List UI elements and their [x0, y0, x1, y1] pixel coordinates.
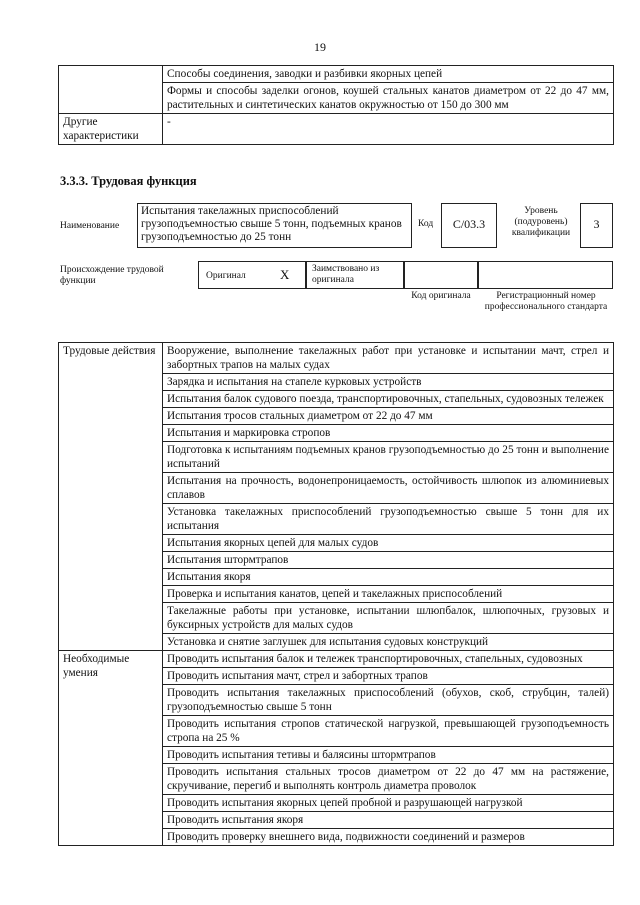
skill: Проводить испытания стальных тросов диаметром от 22 до 47 мм на растяжение, скручивание, перегиб и выполнять контроль диаметра проволок: [163, 764, 614, 795]
labor-action: Такелажные работы при установке, испытании шлюпбалок, шлюпочных, грузовых и буксирных устройств для малых судов: [163, 603, 614, 634]
row-label: Другие характеристики: [59, 114, 163, 145]
table-row: [59, 343, 614, 374]
labor-function-table: [58, 342, 614, 846]
labor-action: Испытания на прочность, водонепроницаемость, остойчивость шлюпок из алюминиевых сплавов: [163, 473, 614, 504]
skill: Проводить испытания балок и тележек транспортировочных, стапельных, судовозных: [163, 651, 614, 668]
name-value: Испытания такелажных приспособлений грузоподъемностью свыше 5 тонн, подъемных кранов грузоподъемностью до 25 тонн: [141, 205, 402, 243]
original-label: Оригинал: [206, 271, 246, 281]
reg-number-caption: Регистрационный номер профессионального стандарта: [484, 291, 608, 312]
skill: Проводить испытания якоря: [163, 812, 614, 829]
code-label: Код: [418, 219, 434, 229]
name-label: Наименование: [60, 221, 120, 231]
borrowed-label: Заимствовано из оригинала: [312, 264, 380, 285]
skill: Проводить испытания якорных цепей пробной и разрушающей нагрузкой: [163, 795, 614, 812]
skill: Проводить испытания такелажных приспособлений (обухов, скоб, струбцин, талей) грузоподъемностью свыше 5 тонн: [163, 685, 614, 716]
table-row: [59, 114, 614, 145]
labor-action: Испытания балок судового поезда, транспортировочных, стапельных, судовозных тележек: [163, 391, 614, 408]
skill: Проводить проверку внешнего вида, подвижности соединений и размеров: [163, 829, 614, 846]
labor-action: Вооружение, выполнение такелажных работ при установке и испытании мачт, стрел и забортных трапов на малых судах: [163, 343, 614, 374]
skills-label: Необходимые умения: [59, 651, 163, 846]
row-text: Формы и способы заделки огонов, коушей стальных канатов диаметром от 22 до 47 мм, растительных и синтетических канатов окружностью от 150 до 300 мм: [163, 83, 614, 114]
code-original-caption: Код оригинала: [411, 291, 471, 301]
skill: Проводить испытания стропов статической нагрузкой, превышающей грузоподъемность стропа на 25 %: [163, 716, 614, 747]
page-number: 19: [314, 40, 326, 54]
row-label: [59, 66, 163, 114]
labor-action: Испытания тросов стальных диаметром от 22 до 47 мм: [163, 408, 614, 425]
code-original-box: [404, 261, 478, 289]
labor-actions-label: Трудовые действия: [59, 343, 163, 651]
continuation-table: [58, 65, 614, 145]
row-text: Способы соединения, заводки и разбивки якорных цепей: [163, 66, 614, 83]
labor-action: Испытания штормтрапов: [163, 552, 614, 569]
original-mark: X: [280, 267, 290, 282]
table-row: [59, 651, 614, 668]
labor-action: Зарядка и испытания на стапеле курковых устройств: [163, 374, 614, 391]
code-value: C/03.3: [452, 217, 486, 231]
labor-action: Испытания якоря: [163, 569, 614, 586]
labor-action: Проверка и испытания канатов, цепей и такелажных приспособлений: [163, 586, 614, 603]
labor-action: Подготовка к испытаниям подъемных кранов грузоподъемностью до 25 тонн и выполнение испытаний: [163, 442, 614, 473]
labor-action: Установка и снятие заглушек для испытания судовых конструкций: [163, 634, 614, 651]
row-text: -: [163, 114, 614, 145]
level-label: Уровень (подуровень) квалификации: [511, 206, 571, 238]
labor-action: Испытания и маркировка стропов: [163, 425, 614, 442]
reg-number-box: [478, 261, 613, 289]
skill: Проводить испытания тетивы и балясины штормтрапов: [163, 747, 614, 764]
labor-action: Установка такелажных приспособлений грузоподъемностью свыше 5 тонн для их испытания: [163, 504, 614, 535]
section-title: 3.3.3. Трудовая функция: [60, 174, 197, 188]
origin-label: Происхождение трудовой функции: [60, 265, 164, 286]
table-row: [59, 66, 614, 83]
level-value: 3: [593, 217, 600, 231]
skill: Проводить испытания мачт, стрел и забортных трапов: [163, 668, 614, 685]
labor-action: Испытания якорных цепей для малых судов: [163, 535, 614, 552]
